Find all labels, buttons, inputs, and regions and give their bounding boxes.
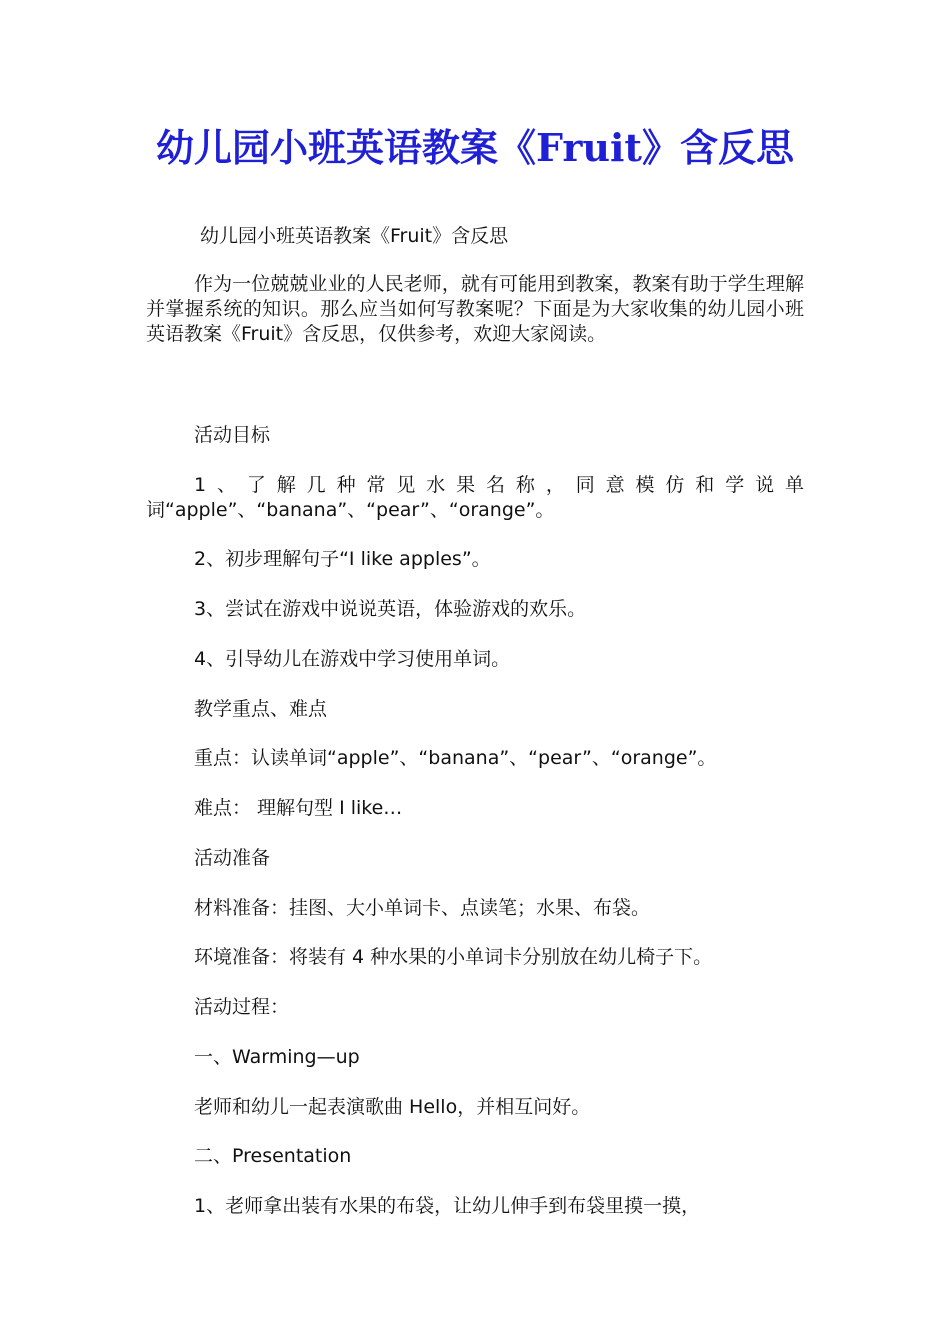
prep-heading: 活动准备 bbox=[194, 847, 271, 869]
step2-heading: 二、Presentation bbox=[194, 1145, 352, 1167]
process-heading: 活动过程： bbox=[194, 996, 290, 1018]
goal-item-4: 4、引导幼儿在游戏中学习使用单词。 bbox=[194, 648, 511, 670]
document-title: 幼儿园小班英语教案《Fruit》含反思 bbox=[156, 125, 794, 170]
goal-item-3: 3、尝试在游戏中说说英语，体验游戏的欢乐。 bbox=[194, 598, 587, 620]
goal-item-2: 2、初步理解句子“I like apples”。 bbox=[194, 548, 491, 570]
environment-prep: 环境准备：将装有 4 种水果的小单词卡分别放在幼儿椅子下。 bbox=[194, 946, 713, 968]
goals-heading: 活动目标 bbox=[194, 424, 271, 446]
step1-heading: 一、Warming—up bbox=[194, 1046, 360, 1068]
step2-item-1: 1、老师拿出装有水果的布袋，让幼儿伸手到布袋里摸一摸， bbox=[194, 1195, 701, 1217]
intro-paragraph: 作为一位兢兢业业的人民老师，就有可能用到教案，教案有助于学生理解并掌握系统的知识。那么应当如何写教案呢？下面是为大家收集的幼儿园小班英语教案《Fruit》含反思，仅供参考，欢迎大家阅读。 bbox=[146, 273, 804, 345]
document-subtitle: 幼儿园小班英语教案《Fruit》含反思 bbox=[200, 225, 509, 247]
difficulty-point: 难点： 理解句型 I like… bbox=[194, 797, 403, 819]
key-point: 重点：认读单词“apple”、“banana”、“pear”、“orange”。 bbox=[194, 747, 717, 769]
materials-prep: 材料准备：挂图、大小单词卡、点读笔；水果、布袋。 bbox=[194, 897, 651, 919]
goal-item-1: 1、了解几种常见水果名称，同意模仿和学说单词“apple”、“banana”、“pear”、“orange”。 bbox=[146, 474, 804, 521]
step1-text: 老师和幼儿一起表演歌曲 Hello，并相互问好。 bbox=[194, 1096, 591, 1118]
key-heading: 教学重点、难点 bbox=[194, 698, 328, 720]
